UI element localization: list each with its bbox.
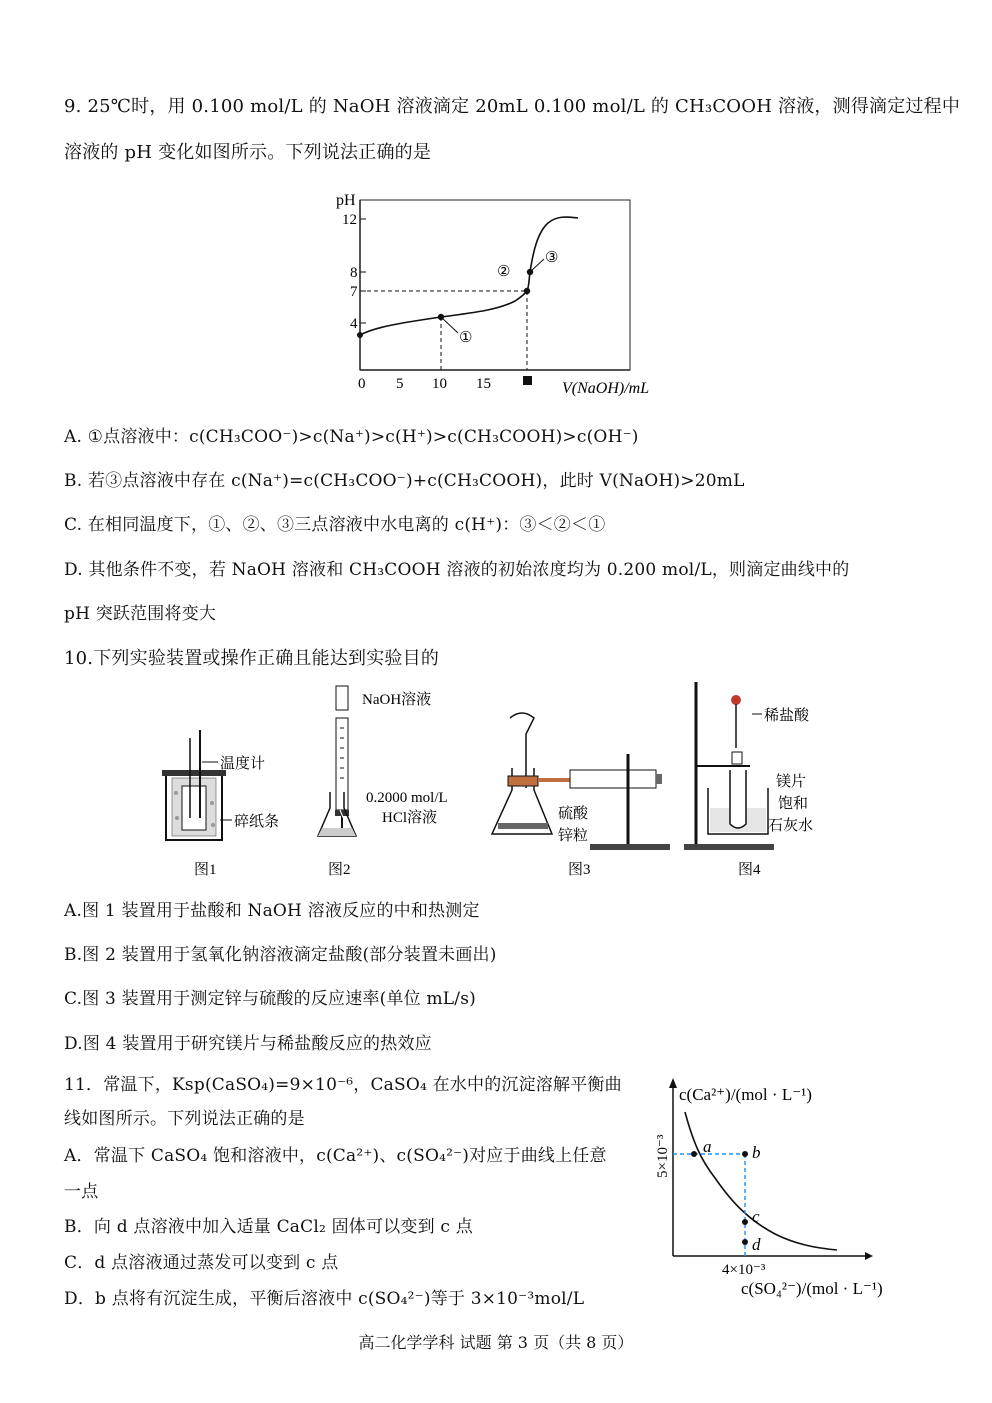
q11-option-a-line1: A．常温下 CaSO₄ 饱和溶液中，c(Ca²⁺)、c(SO₄²⁻)对应于曲线上任意 xyxy=(64,1146,607,1166)
q11-option-b: B．向 d 点溶液中加入适量 CaCl₂ 固体可以变到 c 点 xyxy=(64,1217,473,1237)
label-c: c xyxy=(752,1207,760,1226)
label-a: a xyxy=(703,1137,712,1156)
q9-option-d-line2: pH 突跃范围将变大 xyxy=(64,604,217,624)
point-b xyxy=(742,1151,748,1157)
q9-option-a: A. ①点溶液中：c(CH₃COO⁻)>c(Na⁺)>c(H⁺)>c(CH₃COOH)>c(OH⁻) xyxy=(64,427,639,447)
y-tick-7: 7 xyxy=(350,284,358,300)
x-tick-marker xyxy=(523,376,532,385)
x-tick-0: 0 xyxy=(358,376,366,392)
q11-option-c: C．d 点溶液通过蒸发可以变到 c 点 xyxy=(64,1253,339,1273)
y-tick-4: 4 xyxy=(350,316,358,332)
q9-stem-line2: 溶液的 pH 变化如图所示。下列说法正确的是 xyxy=(64,142,432,163)
label-b: b xyxy=(752,1143,761,1162)
q9-option-d-line1: D. 其他条件不变，若 NaOH 溶液和 CH₃COOH 溶液的初始浓度均为 0.200 mol/L，则滴定曲线中的 xyxy=(64,560,850,580)
y-tick-12: 12 xyxy=(342,212,357,228)
label-magnesium: 镁片 xyxy=(776,774,807,790)
label-naoh: NaOH溶液 xyxy=(362,692,432,708)
label-limewater: 石灰水 xyxy=(768,818,814,834)
q10-option-c: C.图 3 装置用于测定锌与硫酸的反应速率(单位 mL/s) xyxy=(64,989,476,1009)
label-hcl: HCl溶液 xyxy=(382,810,438,826)
fig1-caption: 图1 xyxy=(194,862,217,878)
q9-option-c: C. 在相同温度下，①、②、③三点溶液中水电离的 c(H⁺)：③＜②＜① xyxy=(64,515,606,535)
point-a xyxy=(691,1151,697,1157)
q11-stem-line1: 11．常温下，Ksp(CaSO₄)=9×10⁻⁶，CaSO₄ 在水中的沉淀溶解平衡曲 xyxy=(64,1075,622,1095)
q9-titration-chart xyxy=(330,175,675,405)
q9-option-b: B. 若③点溶液中存在 c(Na⁺)=c(CH₃COO⁻)+c(CH₃COOH)，此时 V(NaOH)>20mL xyxy=(64,471,745,491)
label-hcl-conc: 0.2000 mol/L xyxy=(366,790,448,806)
label-point-1: ① xyxy=(459,330,473,346)
q11-stem-line2: 线如图所示。下列说法正确的是 xyxy=(64,1109,305,1129)
label-paper: 碎纸条 xyxy=(234,814,280,830)
point-c xyxy=(742,1219,748,1225)
q9-stem-line1: 9. 25℃时，用 0.100 mol/L 的 NaOH 溶液滴定 20mL 0.100 mol/L 的 CH₃COOH 溶液，测得滴定过程中 xyxy=(64,96,961,117)
label-dilute-hcl: 稀盐酸 xyxy=(764,708,810,724)
label-point-3: ③ xyxy=(545,250,559,266)
q11-solubility-chart xyxy=(645,1072,910,1304)
page-footer: 高二化学学科 试题 第 3 页（共 8 页） xyxy=(358,1333,634,1352)
x-axis-label: c(SO₄²⁻)/(mol · L⁻¹) xyxy=(741,1279,883,1298)
fig2-caption: 图2 xyxy=(328,862,351,878)
fig3-caption: 图3 xyxy=(568,862,591,878)
start-point xyxy=(357,332,363,338)
point-2 xyxy=(524,288,530,294)
label-thermometer: 温度计 xyxy=(220,756,266,772)
q11-option-a-line2: 一点 xyxy=(64,1182,99,1202)
label-point-2: ② xyxy=(497,264,511,280)
y-tick-8: 8 xyxy=(350,265,358,281)
q10-apparatus-figures xyxy=(150,678,850,883)
x-tick-15: 15 xyxy=(476,376,491,392)
label-d: d xyxy=(752,1235,761,1254)
q10-stem: 10.下列实验装置或操作正确且能达到实验目的 xyxy=(64,648,440,669)
y-axis-label: pH xyxy=(336,192,356,209)
q10-option-a: A.图 1 装置用于盐酸和 NaOH 溶液反应的中和热测定 xyxy=(64,901,480,921)
point-d xyxy=(742,1239,748,1245)
x-tick-label: 4×10⁻³ xyxy=(722,1262,766,1278)
q10-option-d: D.图 4 装置用于研究镁片与稀盐酸反应的热效应 xyxy=(64,1034,432,1054)
q10-option-b: B.图 2 装置用于氢氧化钠溶液滴定盐酸(部分装置未画出) xyxy=(64,945,497,965)
y-axis-label: c(Ca²⁺)/(mol · L⁻¹) xyxy=(679,1085,812,1104)
fig4-caption: 图4 xyxy=(738,862,761,878)
label-sulfuric-acid: 硫酸 xyxy=(558,806,589,822)
x-tick-5: 5 xyxy=(396,376,404,392)
x-tick-10: 10 xyxy=(432,376,447,392)
label-zinc: 锌粒 xyxy=(558,828,589,844)
y-tick-label: 5×10⁻³ xyxy=(655,1134,671,1178)
x-axis-label: V(NaOH)/mL xyxy=(562,380,650,397)
q11-option-d: D．b 点将有沉淀生成，平衡后溶液中 c(SO₄²⁻)等于 3×10⁻³mol/L xyxy=(64,1289,585,1309)
label-saturated: 饱和 xyxy=(778,796,809,812)
